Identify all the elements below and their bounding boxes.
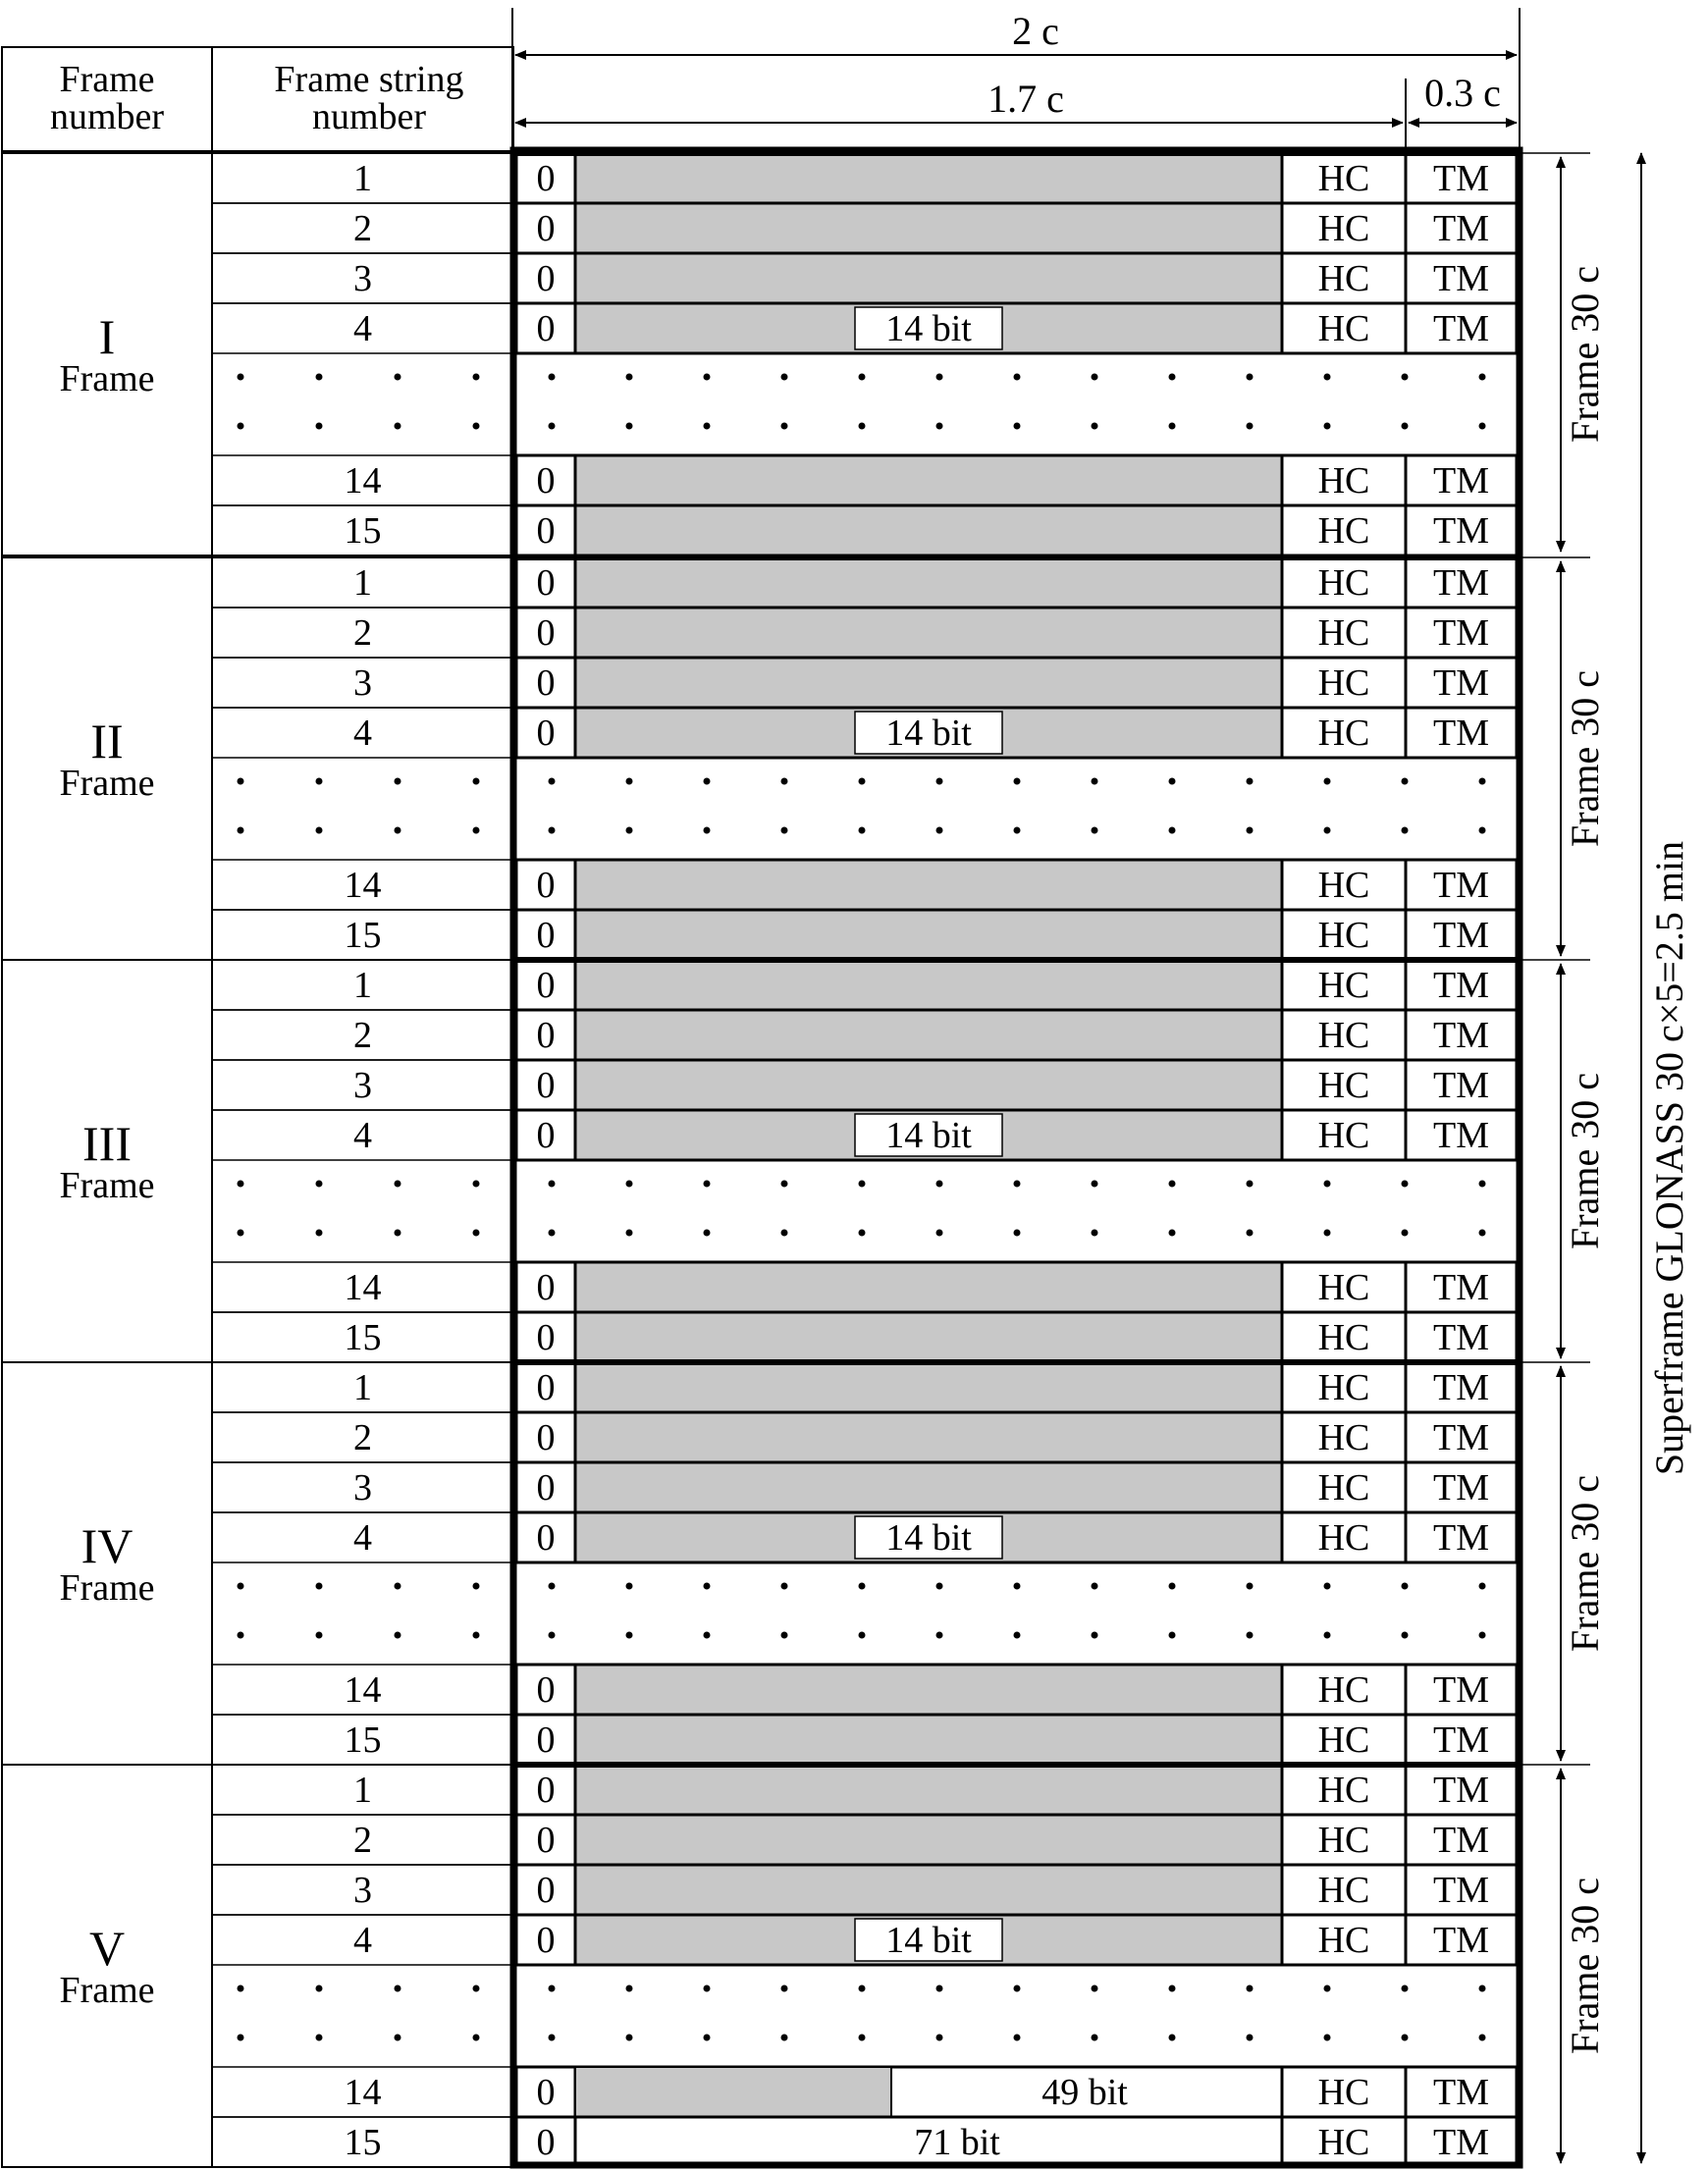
string-number: 1	[353, 1770, 372, 1811]
start-bit: 0	[536, 1517, 556, 1559]
frame-block	[2, 960, 1607, 1362]
tm-cell: TM	[1433, 713, 1489, 754]
table-row	[212, 1815, 1517, 1865]
tm-cell: TM	[1433, 2072, 1489, 2113]
hc-cell: HC	[1317, 460, 1370, 502]
frame-duration-label: Frame 30 c	[1563, 670, 1607, 847]
data-field	[575, 658, 1282, 708]
table-row	[212, 1665, 1517, 1715]
start-bit: 0	[536, 258, 556, 299]
header-frame-string-line1: Frame string	[274, 59, 464, 100]
string-number: 3	[353, 258, 372, 299]
frame-label: Frame	[59, 763, 155, 804]
frame-duration-label: Frame 30 c	[1563, 266, 1607, 443]
string-number: 2	[353, 1015, 372, 1056]
hc-cell: HC	[1317, 1920, 1370, 1961]
frame-duration-label: Frame 30 c	[1563, 1073, 1607, 1249]
data-field	[575, 1060, 1282, 1110]
table-row	[212, 2117, 1517, 2167]
hc-cell: HC	[1317, 562, 1370, 604]
data-field	[575, 1715, 1282, 1765]
data-field	[575, 910, 1282, 960]
start-bit: 0	[536, 865, 556, 906]
tm-cell: TM	[1433, 1669, 1489, 1711]
data-field	[575, 1765, 1282, 1815]
superframe-label: Superframe GLONASS 30 c×5=2.5 min	[1647, 840, 1691, 1476]
hc-cell: HC	[1317, 915, 1370, 956]
hc-cell: HC	[1317, 1115, 1370, 1156]
data-field	[575, 203, 1282, 253]
string-number: 15	[344, 1317, 382, 1358]
table-row	[212, 203, 1517, 253]
frame-label: Frame	[59, 1970, 155, 2011]
start-bit: 0	[536, 1417, 556, 1458]
start-bit: 0	[536, 158, 556, 199]
hc-cell: HC	[1317, 965, 1370, 1006]
frame-block	[2, 1765, 1607, 2167]
start-bit: 0	[536, 1267, 556, 1308]
bits-71-label: 71 bit	[914, 2122, 1000, 2163]
dimension-tm-label: 0.3 c	[1424, 71, 1501, 115]
table-row	[212, 1462, 1517, 1512]
frames	[2, 153, 1607, 2167]
hc-cell: HC	[1317, 258, 1370, 299]
string-number: 14	[344, 1267, 382, 1308]
start-bit: 0	[536, 662, 556, 704]
string-number: 15	[344, 1720, 382, 1761]
start-bit: 0	[536, 915, 556, 956]
ellipsis-dots	[238, 1583, 1486, 1639]
bits-14-label: 14 bit	[885, 1920, 972, 1961]
data-field	[575, 1412, 1282, 1462]
hc-cell: HC	[1317, 158, 1370, 199]
string-number: 4	[353, 1517, 372, 1559]
hc-cell: HC	[1317, 510, 1370, 552]
string-number: 14	[344, 1669, 382, 1711]
start-bit: 0	[536, 2072, 556, 2113]
start-bit: 0	[536, 1115, 556, 1156]
hc-cell: HC	[1317, 1870, 1370, 1911]
tm-cell: TM	[1433, 1317, 1489, 1358]
table-row	[212, 708, 1517, 758]
string-number: 2	[353, 1417, 372, 1458]
table-row	[212, 253, 1517, 303]
dimension-data-label: 1.7 c	[987, 77, 1064, 121]
hc-cell: HC	[1317, 308, 1370, 349]
ellipsis-dots	[238, 374, 1486, 430]
string-number: 4	[353, 713, 372, 754]
string-number: 3	[353, 1467, 372, 1508]
tm-cell: TM	[1433, 612, 1489, 654]
string-number: 2	[353, 208, 372, 249]
string-number: 3	[353, 1870, 372, 1911]
table-row	[212, 505, 1517, 556]
hc-cell: HC	[1317, 1417, 1370, 1458]
hc-cell: HC	[1317, 1669, 1370, 1711]
string-number: 15	[344, 510, 382, 552]
data-field	[575, 1010, 1282, 1060]
data-field	[575, 960, 1282, 1010]
tm-cell: TM	[1433, 1770, 1489, 1811]
table-row	[212, 1312, 1517, 1362]
data-field	[575, 1312, 1282, 1362]
start-bit: 0	[536, 2122, 556, 2163]
tm-cell: TM	[1433, 1417, 1489, 1458]
data-field	[575, 455, 1282, 505]
hc-cell: HC	[1317, 865, 1370, 906]
hc-cell: HC	[1317, 2072, 1370, 2113]
hc-cell: HC	[1317, 1367, 1370, 1408]
header-frame-number-line1: Frame	[59, 59, 155, 100]
table-row	[212, 1915, 1517, 1965]
header	[2, 47, 513, 151]
start-bit: 0	[536, 208, 556, 249]
frame-roman-numeral: IV	[80, 1518, 133, 1573]
hc-cell: HC	[1317, 1317, 1370, 1358]
string-number: 14	[344, 460, 382, 502]
header-frame-string-line2: number	[311, 96, 427, 137]
data-field	[575, 557, 1282, 608]
hc-cell: HC	[1317, 208, 1370, 249]
string-number: 3	[353, 662, 372, 704]
tm-cell: TM	[1433, 1870, 1489, 1911]
start-bit: 0	[536, 713, 556, 754]
frame-roman-numeral: III	[82, 1116, 132, 1171]
string-number: 2	[353, 612, 372, 654]
table-row	[212, 1060, 1517, 1110]
frame-roman-numeral: V	[88, 1921, 126, 1976]
ellipsis-dots	[238, 1181, 1486, 1237]
tm-cell: TM	[1433, 662, 1489, 704]
table-row	[212, 2067, 1517, 2117]
string-number: 4	[353, 1115, 372, 1156]
string-number: 1	[353, 1367, 372, 1408]
tm-cell: TM	[1433, 1115, 1489, 1156]
header-frame-number-line2: number	[49, 96, 165, 137]
start-bit: 0	[536, 1770, 556, 1811]
start-bit: 0	[536, 1317, 556, 1358]
hc-cell: HC	[1317, 662, 1370, 704]
frame-label: Frame	[59, 1165, 155, 1206]
tm-cell: TM	[1433, 208, 1489, 249]
tm-cell: TM	[1433, 1065, 1489, 1106]
frame-duration-label: Frame 30 c	[1563, 1878, 1607, 2054]
data-field	[575, 1362, 1282, 1412]
tm-cell: TM	[1433, 1367, 1489, 1408]
data-field	[575, 153, 1282, 203]
hc-cell: HC	[1317, 612, 1370, 654]
frame-roman-numeral: II	[90, 714, 124, 768]
table-row	[212, 1715, 1517, 1765]
data-field	[575, 253, 1282, 303]
table-row	[212, 1262, 1517, 1312]
table-row	[212, 557, 1517, 608]
table-row	[212, 1362, 1517, 1412]
tm-cell: TM	[1433, 965, 1489, 1006]
tm-cell: TM	[1433, 510, 1489, 552]
data-field	[575, 860, 1282, 910]
start-bit: 0	[536, 1870, 556, 1911]
hc-cell: HC	[1317, 1820, 1370, 1861]
start-bit: 0	[536, 308, 556, 349]
bits-14-label: 14 bit	[885, 713, 972, 754]
string-number: 14	[344, 865, 382, 906]
start-bit: 0	[536, 1065, 556, 1106]
string-number: 2	[353, 1820, 372, 1861]
hc-cell: HC	[1317, 2122, 1370, 2163]
start-bit: 0	[536, 1720, 556, 1761]
ellipsis-dots	[238, 1985, 1486, 2041]
hc-cell: HC	[1317, 1015, 1370, 1056]
start-bit: 0	[536, 1669, 556, 1711]
tm-cell: TM	[1433, 1015, 1489, 1056]
string-number: 15	[344, 2122, 382, 2163]
table-row	[212, 860, 1517, 910]
table-row	[212, 910, 1517, 960]
table-row	[212, 960, 1517, 1010]
data-field	[575, 1262, 1282, 1312]
hc-cell: HC	[1317, 713, 1370, 754]
hc-cell: HC	[1317, 1770, 1370, 1811]
string-number: 1	[353, 158, 372, 199]
start-bit: 0	[536, 612, 556, 654]
frame-block	[2, 1362, 1607, 1765]
start-bit: 0	[536, 460, 556, 502]
data-field	[575, 608, 1282, 658]
bits-14-label: 14 bit	[885, 1115, 972, 1156]
tm-cell: TM	[1433, 562, 1489, 604]
start-bit: 0	[536, 965, 556, 1006]
hc-cell: HC	[1317, 1517, 1370, 1559]
start-bit: 0	[536, 1820, 556, 1861]
frame-roman-numeral: I	[98, 309, 116, 364]
table-row	[212, 1512, 1517, 1562]
tm-cell: TM	[1433, 308, 1489, 349]
table-row	[212, 1110, 1517, 1160]
table-row	[212, 1865, 1517, 1915]
data-field	[575, 1665, 1282, 1715]
tm-cell: TM	[1433, 865, 1489, 906]
start-bit: 0	[536, 1367, 556, 1408]
hc-cell: HC	[1317, 1065, 1370, 1106]
frame-block	[2, 153, 1607, 556]
table-row	[212, 608, 1517, 658]
data-field	[575, 505, 1282, 556]
table-row	[212, 455, 1517, 505]
string-number: 15	[344, 915, 382, 956]
frame-block	[2, 557, 1607, 960]
bits-49-label: 49 bit	[1041, 2072, 1128, 2113]
start-bit: 0	[536, 510, 556, 552]
table-row	[212, 1412, 1517, 1462]
hc-cell: HC	[1317, 1720, 1370, 1761]
start-bit: 0	[536, 1015, 556, 1056]
tm-cell: TM	[1433, 1467, 1489, 1508]
hc-cell: HC	[1317, 1267, 1370, 1308]
start-bit: 0	[536, 1920, 556, 1961]
tm-cell: TM	[1433, 258, 1489, 299]
string-number: 4	[353, 308, 372, 349]
data-field	[575, 1865, 1282, 1915]
table-row	[212, 153, 1517, 203]
tm-cell: TM	[1433, 1820, 1489, 1861]
table-row	[212, 1010, 1517, 1060]
ellipsis-dots	[238, 778, 1486, 834]
bits-14-label: 14 bit	[885, 308, 972, 349]
tm-cell: TM	[1433, 1920, 1489, 1961]
string-number: 14	[344, 2072, 382, 2113]
tm-cell: TM	[1433, 915, 1489, 956]
frame-label: Frame	[59, 1567, 155, 1609]
table-row	[212, 1765, 1517, 1815]
start-bit: 0	[536, 562, 556, 604]
table-row	[212, 303, 1517, 353]
frame-label: Frame	[59, 358, 155, 399]
string-number: 3	[353, 1065, 372, 1106]
tm-cell: TM	[1433, 158, 1489, 199]
data-field	[575, 1815, 1282, 1865]
bits-14-label: 14 bit	[885, 1517, 972, 1559]
tm-cell: TM	[1433, 1517, 1489, 1559]
start-bit: 0	[536, 1467, 556, 1508]
string-number: 1	[353, 562, 372, 604]
tm-cell: TM	[1433, 1267, 1489, 1308]
tm-cell: TM	[1433, 1720, 1489, 1761]
dimension-total-label: 2 c	[1012, 9, 1059, 53]
tm-cell: TM	[1433, 2122, 1489, 2163]
data-field	[575, 1462, 1282, 1512]
frame-duration-label: Frame 30 c	[1563, 1475, 1607, 1652]
hc-cell: HC	[1317, 1467, 1370, 1508]
string-number: 1	[353, 965, 372, 1006]
tm-cell: TM	[1433, 460, 1489, 502]
table-row	[212, 658, 1517, 708]
string-number: 4	[353, 1920, 372, 1961]
